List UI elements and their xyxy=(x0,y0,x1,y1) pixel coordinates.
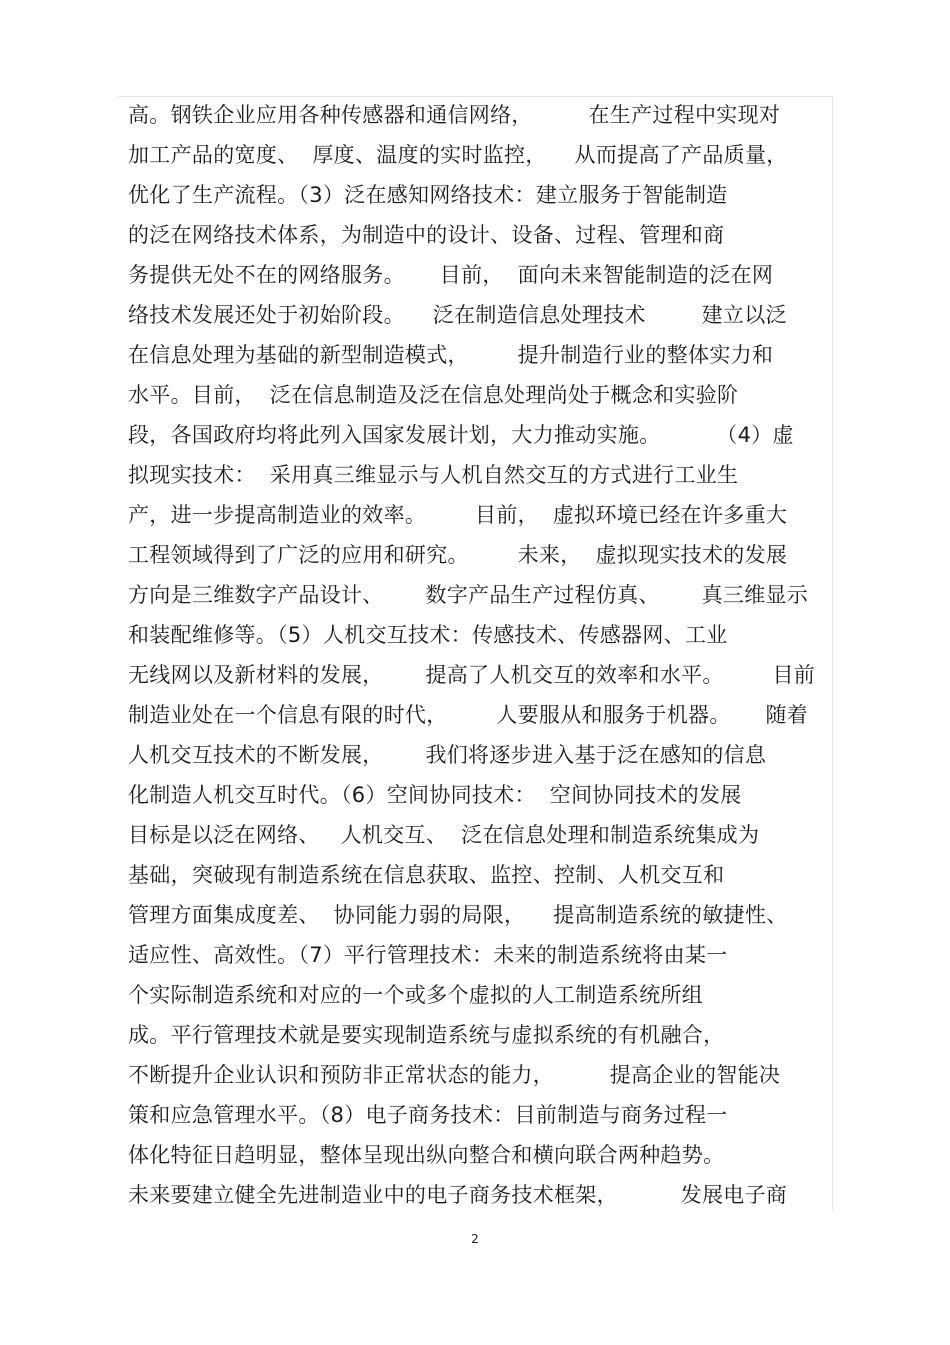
text-line: 管理方面集成度差、 协同能力弱的局限， 提高制造系统的敏捷性、 xyxy=(128,903,788,927)
text-line: 策和应急管理水平。（8）电子商务技术：目前制造与商务过程一 xyxy=(128,1103,728,1127)
text-line: 无线网以及新材料的发展， 提高了人机交互的效率和水平。 目前 xyxy=(128,663,816,687)
text-line: 优化了生产流程。（3）泛在感知网络技术：建立服务于智能制造 xyxy=(128,183,728,207)
text-line: 务提供无处不在的网络服务。 目前， 面向未来智能制造的泛在网 xyxy=(128,263,774,287)
text-line: 的泛在网络技术体系，为制造中的设计、设备、过程、管理和商 xyxy=(128,223,725,247)
text-line: 基础，突破现有制造系统在信息获取、监控、控制、人机交互和 xyxy=(128,863,725,887)
text-line: 方向是三维数字产品设计、 数字产品生产过程仿真、 真三维显示 xyxy=(128,583,809,607)
text-line: 水平。目前， 泛在信息制造及泛在信息处理尚处于概念和实验阶 xyxy=(128,383,739,407)
text-line: 目标是以泛在网络、 人机交互、 泛在信息处理和制造系统集成为 xyxy=(128,823,760,847)
text-line: 产，进一步提高制造业的效率。 目前， 虚拟环境已经在许多重大 xyxy=(128,503,788,527)
text-line: 和装配维修等。（5）人机交互技术：传感技术、传感器网、工业 xyxy=(128,623,728,647)
text-line: 个实际制造系统和对应的一个或多个虚拟的人工制造系统所组 xyxy=(128,983,704,1007)
body-text xyxy=(128,95,828,1215)
text-line: 成。平行管理技术就是要实现制造系统与虚拟系统的有机融合， xyxy=(128,1023,725,1047)
text-line: 制造业处在一个信息有限的时代， 人要服从和服务于机器。 随着 xyxy=(128,703,809,727)
text-line: 在信息处理为基础的新型制造模式， 提升制造行业的整体实力和 xyxy=(128,343,774,367)
text-line: 高。钢铁企业应用各种传感器和通信网络， 在生产过程中实现对 xyxy=(128,103,781,127)
text-line: 体化特征日趋明显，整体呈现出纵向整合和横向联合两种趋势。 xyxy=(128,1143,725,1167)
text-line: 加工产品的宽度、 厚度、温度的实时监控， 从而提高了产品质量， xyxy=(128,143,788,167)
text-line: 未来要建立健全先进制造业中的电子商务技术框架， 发展电子商 xyxy=(128,1183,788,1207)
text-line: 拟现实技术： 采用真三维显示与人机自然交互的方式进行工业生 xyxy=(128,463,739,487)
text-line: 不断提升企业认识和预防非正常状态的能力， 提高企业的智能决 xyxy=(128,1063,781,1087)
page-number: 2 xyxy=(471,1232,479,1246)
text-line: 适应性、高效性。（7）平行管理技术：未来的制造系统将由某一 xyxy=(128,943,728,967)
text-line: 人机交互技术的不断发展， 我们将逐步进入基于泛在感知的信息 xyxy=(128,743,767,767)
text-line: 化制造人机交互时代。（6）空间协同技术： 空间协同技术的发展 xyxy=(128,783,742,807)
text-line: 络技术发展还处于初始阶段。 泛在制造信息处理技术 建立以泛 xyxy=(128,303,787,327)
text-line: 工程领域得到了广泛的应用和研究。 未来， 虚拟现实技术的发展 xyxy=(128,543,788,567)
text-line: 段，各国政府均将此列入国家发展计划，大力推动实施。 （4）虚 xyxy=(128,423,794,447)
